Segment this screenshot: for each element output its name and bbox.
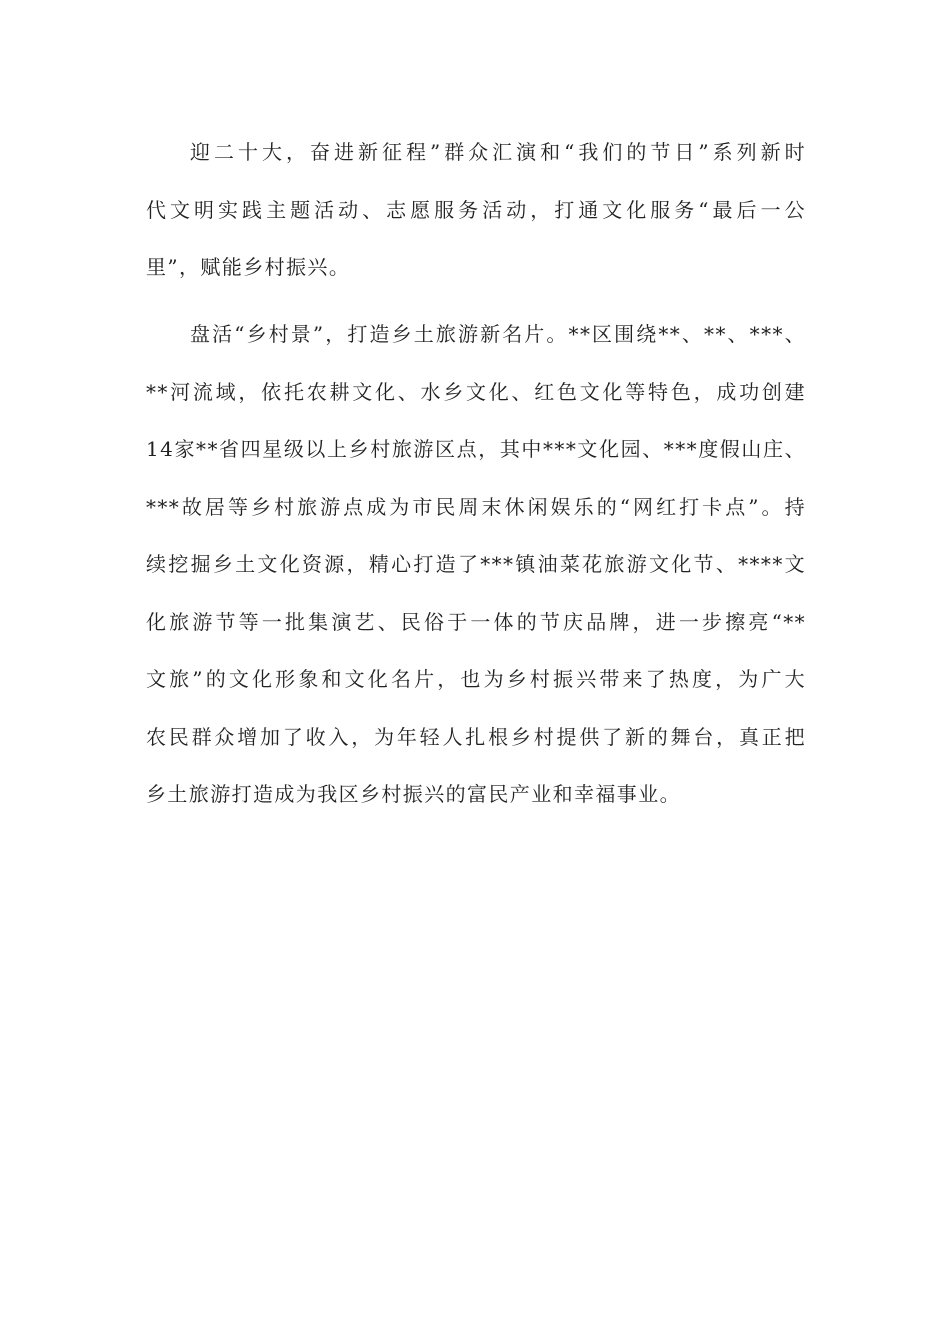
paragraph-line: 乡土旅游打造成为我区乡村振兴的富民产业和幸福事业。: [146, 782, 681, 806]
paragraph-rural-culture-events: [146, 124, 806, 297]
paragraph-line: 迎二十大，奋进新征程”群众汇演和“我们的节日”系列新时: [190, 140, 806, 164]
paragraph-line: ***故居等乡村旅游点成为市民周末休闲娱乐的“网红打卡点”。持: [146, 494, 806, 519]
paragraph-line: 续挖掘乡土文化资源，精心打造了***镇油菜花旅游文化节、****文: [146, 552, 806, 576]
paragraph-rural-tourism: [146, 306, 806, 824]
paragraph-line: 化旅游节等一批集演艺、民俗于一体的节庆品牌，进一步擦亮“**: [146, 609, 806, 634]
paragraph-line: 代文明实践主题活动、志愿服务活动，打通文化服务“最后一公: [146, 197, 806, 222]
paragraph-line: 盘活“乡村景”，打造乡土旅游新名片。**区围绕**、**、***、: [190, 322, 806, 346]
paragraph-line: 农民群众增加了收入，为年轻人扎根乡村提供了新的舞台，真正把: [146, 724, 806, 749]
paragraph-line: 里”，赋能乡村振兴。: [146, 255, 351, 279]
paragraph-line: 文旅”的文化形象和文化名片，也为乡村振兴带来了热度，为广大: [146, 667, 806, 691]
paragraph-line: 14家**省四星级以上乡村旅游区点，其中***文化园、***度假山庄、: [146, 437, 806, 461]
paragraph-line: **河流域，依托农耕文化、水乡文化、红色文化等特色，成功创建: [146, 379, 806, 404]
